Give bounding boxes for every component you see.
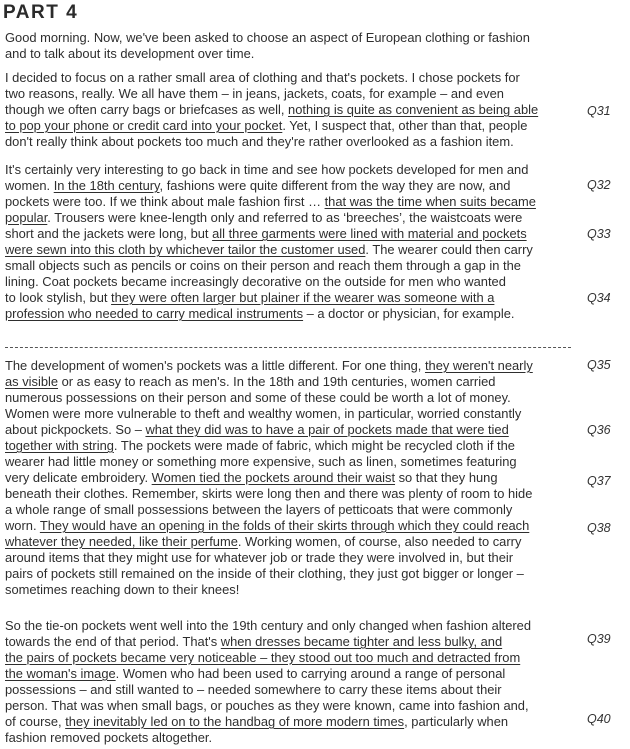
question-label-q36: Q36 (587, 423, 611, 437)
text-segment: So the tie-on pockets went well into the 19th century and only changed when fashion altered (5, 618, 531, 633)
text-segment: The development of women's pockets was a little different. For one thing, (5, 358, 425, 373)
text-line (5, 534, 580, 550)
section-divider (5, 347, 571, 348)
text-line (5, 70, 580, 86)
page-title: PART 4 (3, 2, 79, 23)
underlined-answer-text: were sewn into this cloth by whichever tailor the customer used (5, 242, 366, 257)
text-line (5, 242, 580, 258)
underlined-answer-text: whatever they needed, like their perfume (5, 534, 238, 549)
text-segment: . Yet, I suspect that, other than that, people (282, 118, 528, 133)
text-segment: to look stylish, but (5, 290, 112, 305)
text-line (5, 618, 580, 634)
underlined-answer-text: the woman's image (5, 666, 116, 681)
underlined-answer-text: they inevitably led on to the handbag of more modern times (65, 714, 405, 729)
text-line (5, 454, 580, 470)
question-label-q32: Q32 (587, 178, 611, 192)
text-segment: of course, (5, 714, 66, 729)
underlined-answer-text: what they did was to have a pair of pockets made that were tied (145, 422, 509, 437)
text-line (5, 306, 580, 322)
text-line (5, 422, 580, 438)
text-line (5, 502, 580, 518)
text-line (5, 406, 580, 422)
text-line (5, 698, 580, 714)
text-segment: very delicate embroidery. (5, 470, 152, 485)
text-segment: towards the end of that period. That's (5, 634, 221, 649)
text-segment: a whole range of small possessions between the layers of petticoats that were commonly (5, 502, 513, 517)
underlined-answer-text: all three garments were lined with material and pockets (212, 226, 527, 241)
text-line (5, 178, 580, 194)
text-segment: about pickpockets. So – (5, 422, 146, 437)
text-line (5, 162, 580, 178)
text-segment: . Working women, of course, also needed to carry (237, 534, 522, 549)
text-segment: , fashions were quite different from the way they are now, and (159, 178, 511, 193)
text-line (5, 194, 580, 210)
underlined-answer-text: In the 18th century (53, 178, 160, 193)
text-line (5, 46, 580, 62)
text-segment: though we often carry bags or briefcases as well, (5, 102, 289, 117)
text-line (5, 390, 580, 406)
underlined-answer-text: together with string (5, 438, 114, 453)
text-segment: lining. Coat pockets became increasingly decorative on the outside for men who wanted (5, 274, 506, 289)
text-line (5, 118, 580, 134)
underlined-answer-text: that was the time when suits became (324, 194, 536, 209)
paragraph (5, 70, 580, 150)
paragraph (5, 162, 580, 322)
text-segment: possessions – and still wanted to – needed somewhere to carry these items about their (5, 682, 502, 697)
text-segment: small objects such as pencils or coins on their person and reach them through a gap in the (5, 258, 521, 273)
text-line (5, 682, 580, 698)
text-line (5, 258, 580, 274)
text-line (5, 134, 580, 150)
text-segment: so that they hung (395, 470, 498, 485)
text-segment: I decided to focus on a rather small area of clothing and that's pockets. I chose pockets for (5, 70, 520, 85)
underlined-answer-text: They would have an opening in the folds of their skirts through which they could reach (39, 518, 530, 533)
text-line (5, 582, 580, 598)
text-segment: Women were more vulnerable to theft and wealthy women, in particular, worried constantly (5, 406, 522, 421)
text-line (5, 290, 580, 306)
underlined-answer-text: nothing is quite as convenient as being able (288, 102, 539, 117)
text-line (5, 274, 580, 290)
text-segment: and to talk about its development over time. (5, 46, 255, 61)
text-segment: don't really think about pockets too much and they're rather overlooked as a fashion item. (5, 134, 514, 149)
underlined-answer-text: when dresses became tighter and less bulky, and (220, 634, 503, 649)
text-segment: It's certainly very interesting to go back in time and see how pockets developed for men and (5, 162, 529, 177)
text-segment: . The pockets were made of fabric, which might be recycled cloth if the (113, 438, 515, 453)
text-line (5, 730, 580, 746)
text-line (5, 550, 580, 566)
text-segment: . Trousers were knee-length only and referred to as ‘breeches’, the waistcoats were (47, 210, 523, 225)
text-segment: , particularly when (404, 714, 509, 729)
underlined-answer-text: popular (5, 210, 48, 225)
text-segment: numerous possessions on their person and some of these could be worth a lot of money. (5, 390, 511, 405)
text-segment: worn. (5, 518, 40, 533)
text-line (5, 566, 580, 582)
text-line (5, 518, 580, 534)
text-line (5, 650, 580, 666)
text-line (5, 666, 580, 682)
text-segment: – a doctor or physician, for example. (303, 306, 515, 321)
text-segment: Good morning. Now, we've been asked to choose an aspect of European clothing or fashion (5, 30, 530, 45)
text-line (5, 358, 580, 374)
text-segment: two reasons, really. We all have them – in jeans, jackets, coats, for example – and even (5, 86, 504, 101)
text-line (5, 634, 580, 650)
underlined-answer-text: the pairs of pockets became very noticeable – they stood out too much and detracted from (5, 650, 521, 665)
text-segment: women. (5, 178, 54, 193)
text-line (5, 86, 580, 102)
question-label-q39: Q39 (587, 632, 611, 646)
text-line (5, 30, 580, 46)
underlined-answer-text: they were often larger but plainer if the wearer was someone with a (111, 290, 495, 305)
text-line (5, 102, 580, 118)
underlined-answer-text: to pop your phone or credit card into your pocket (5, 118, 283, 133)
question-label-q38: Q38 (587, 521, 611, 535)
text-segment: fashion removed pockets altogether. (5, 730, 213, 745)
text-segment: pockets were too. If we think about male fashion first … (5, 194, 325, 209)
underlined-answer-text: profession who needed to carry medical instruments (5, 306, 304, 321)
question-label-q40: Q40 (587, 712, 611, 726)
underlined-answer-text: Women tied the pockets around their waist (151, 470, 396, 485)
text-line (5, 438, 580, 454)
question-label-q33: Q33 (587, 227, 611, 241)
text-segment: or as easy to reach as men's. In the 18th and 19th centuries, women carried (58, 374, 496, 389)
text-line (5, 714, 580, 730)
text-line (5, 210, 580, 226)
question-label-q31: Q31 (587, 104, 611, 118)
text-segment: sometimes reaching down to their knees! (5, 582, 240, 597)
text-segment: beneath their clothes. Remember, skirts were long then and there was plenty of room to hide (5, 486, 533, 501)
text-segment: . The wearer could then carry (365, 242, 533, 257)
question-label-q35: Q35 (587, 358, 611, 372)
text-segment: pairs of pockets still remained on the inside of their clothing, they just got bigger or longer – (5, 566, 524, 581)
text-line (5, 470, 580, 486)
text-segment: wearer had little money or something more expensive, such as linen, sometimes featuring (5, 454, 517, 469)
paragraph (5, 30, 580, 62)
underlined-answer-text: they weren't nearly (424, 358, 533, 373)
text-segment: around items that they might use for whatever job or trade they were involved in, but their (5, 550, 514, 565)
text-segment: short and the jackets were long, but (5, 226, 213, 241)
question-label-q37: Q37 (587, 474, 611, 488)
text-segment: . Women who had been used to carrying around a range of personal (115, 666, 506, 681)
text-line (5, 226, 580, 242)
paragraph (5, 358, 580, 598)
text-segment: person. That was when small bags, or pouches as they were known, came into fashion and, (5, 698, 529, 713)
underlined-answer-text: as visible (5, 374, 59, 389)
text-line (5, 486, 580, 502)
paragraph (5, 618, 580, 746)
question-label-q34: Q34 (587, 291, 611, 305)
text-line (5, 374, 580, 390)
